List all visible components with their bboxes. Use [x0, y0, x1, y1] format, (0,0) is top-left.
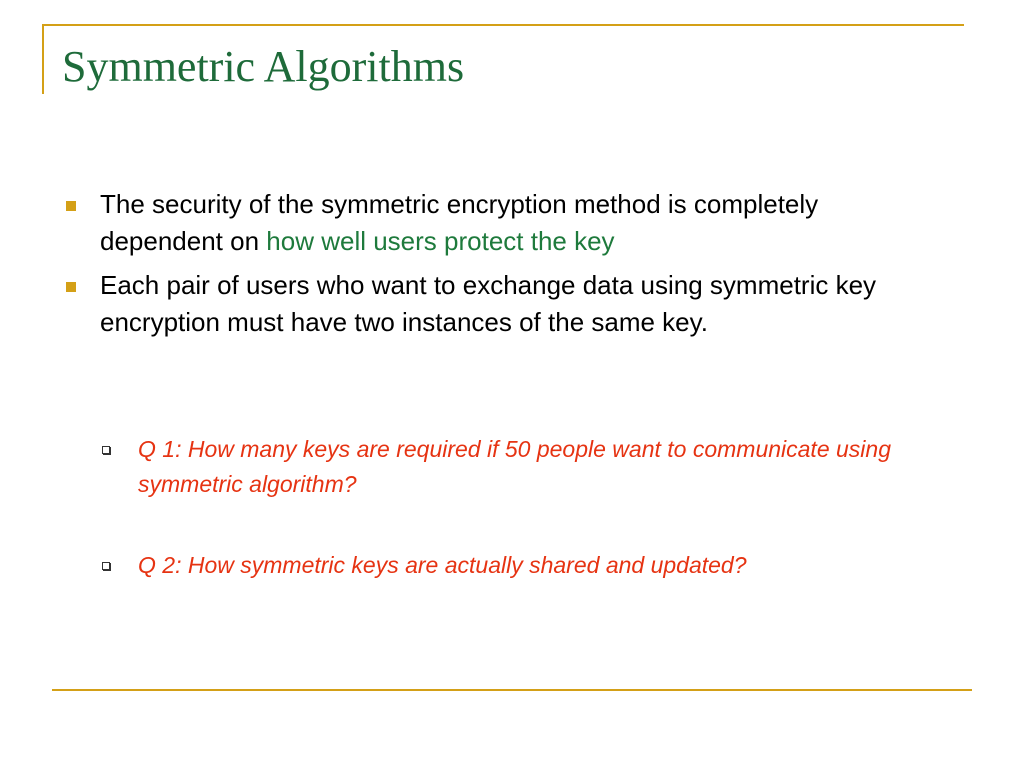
bullet-text: Each pair of users who want to exchange data using symmetric key encryption must have two instances of the same key. — [100, 270, 877, 337]
bullet-text: The security of the symmetric encryption method is completely dependent on — [100, 189, 819, 256]
bullet-item — [62, 186, 942, 260]
question-text: Q 2: How symmetric keys are actually shared and updated? — [138, 552, 747, 578]
bullet-list — [62, 186, 942, 348]
hollow-square-bullet-icon — [102, 562, 110, 570]
question-list — [100, 432, 900, 502]
square-bullet-icon — [66, 282, 76, 292]
question-item — [100, 548, 900, 583]
bullet-highlight-text: how well users protect the key — [266, 226, 615, 256]
slide-title: Symmetric Algorithms — [62, 42, 465, 91]
square-bullet-icon — [66, 201, 76, 211]
frame-left-rule — [42, 24, 44, 94]
frame-top-rule — [42, 24, 964, 26]
bullet-item — [62, 267, 942, 341]
hollow-square-bullet-icon — [102, 446, 110, 454]
question-list — [100, 548, 900, 583]
question-text: Q 1: How many keys are required if 50 people want to communicate using symmetric algorithm? — [138, 436, 891, 497]
question-item — [100, 432, 900, 502]
frame-bottom-rule — [52, 689, 972, 691]
